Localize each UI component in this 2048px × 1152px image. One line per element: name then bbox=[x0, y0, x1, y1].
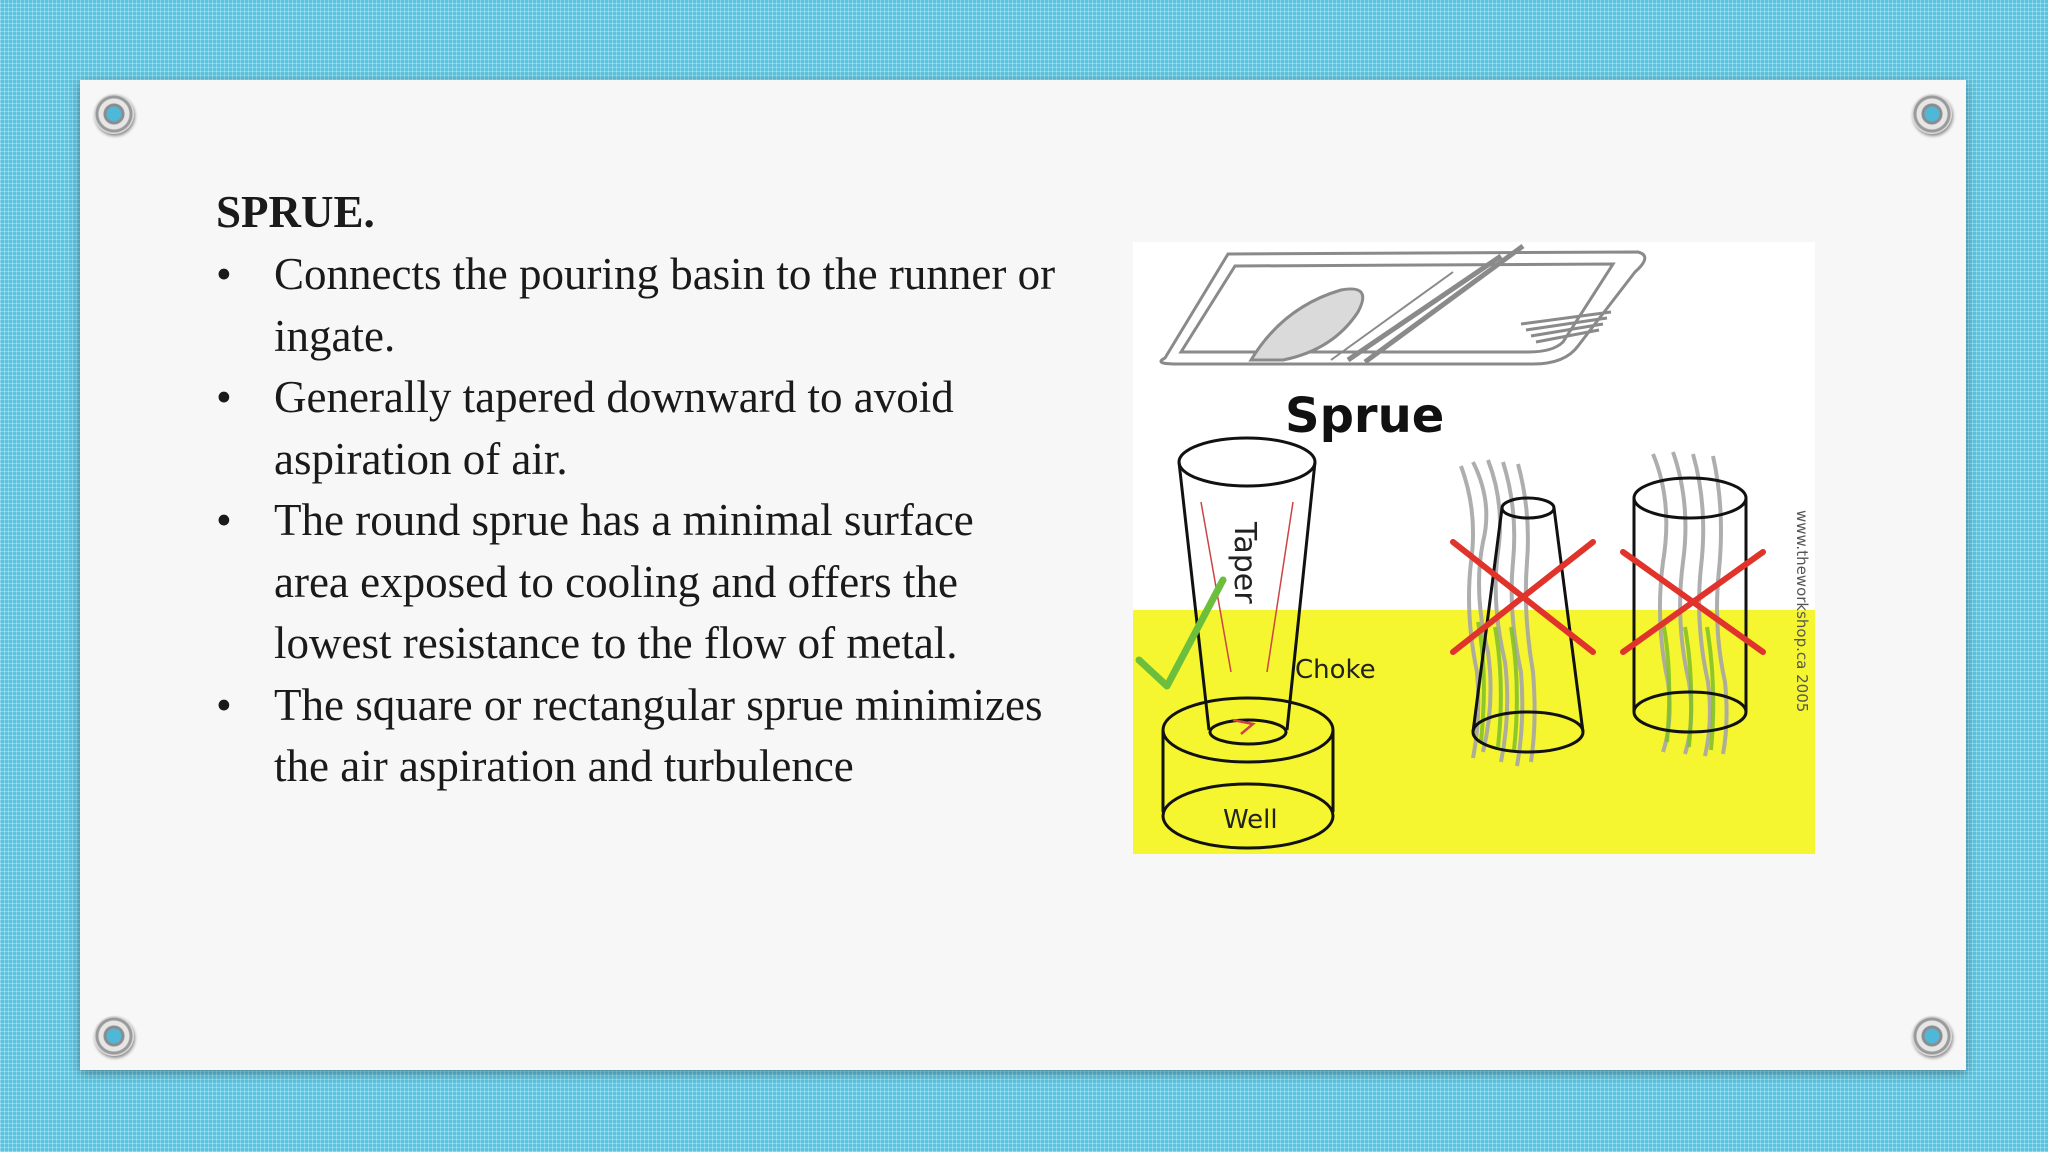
bullet-icon: • bbox=[216, 495, 232, 545]
text-block bbox=[216, 182, 1056, 798]
taper-label: Taper bbox=[1227, 522, 1262, 604]
bullet-icon: • bbox=[216, 372, 232, 422]
bullet-icon: • bbox=[216, 679, 232, 730]
sprue-diagram-svg bbox=[1133, 242, 1815, 854]
bullet-item bbox=[216, 490, 1056, 675]
rivet-icon bbox=[1912, 94, 1952, 134]
credit-watermark: www.theworkshop.ca 2005 bbox=[1793, 510, 1811, 713]
well-label: Well bbox=[1223, 805, 1278, 835]
rivet-icon bbox=[94, 94, 134, 134]
bullet-item bbox=[216, 675, 1056, 798]
bullet-item bbox=[216, 244, 1056, 367]
bullet-text: The square or rectangular sprue minimizes the air aspiration and turbulence bbox=[274, 679, 1043, 791]
diagram-title: Sprue bbox=[1285, 388, 1445, 444]
slide-heading: SPRUE. bbox=[216, 187, 375, 237]
slide-card bbox=[80, 80, 1966, 1070]
bullet-text: The round sprue has a minimal surface area exposed to cooling and offers the lowest resistance to the flow of metal. bbox=[274, 495, 974, 668]
bullet-icon: • bbox=[216, 249, 232, 299]
bullet-item bbox=[216, 367, 1056, 490]
bullet-text: Connects the pouring basin to the runner or ingate. bbox=[274, 249, 1056, 361]
choke-label: Choke bbox=[1295, 655, 1376, 685]
mould-tray-sketch bbox=[1161, 246, 1645, 364]
bullet-list bbox=[216, 244, 1056, 798]
bullet-text: Generally tapered downward to avoid aspiration of air. bbox=[274, 372, 954, 484]
rivet-icon bbox=[94, 1016, 134, 1056]
sprue-diagram bbox=[1133, 242, 1815, 854]
rivet-icon bbox=[1912, 1016, 1952, 1056]
